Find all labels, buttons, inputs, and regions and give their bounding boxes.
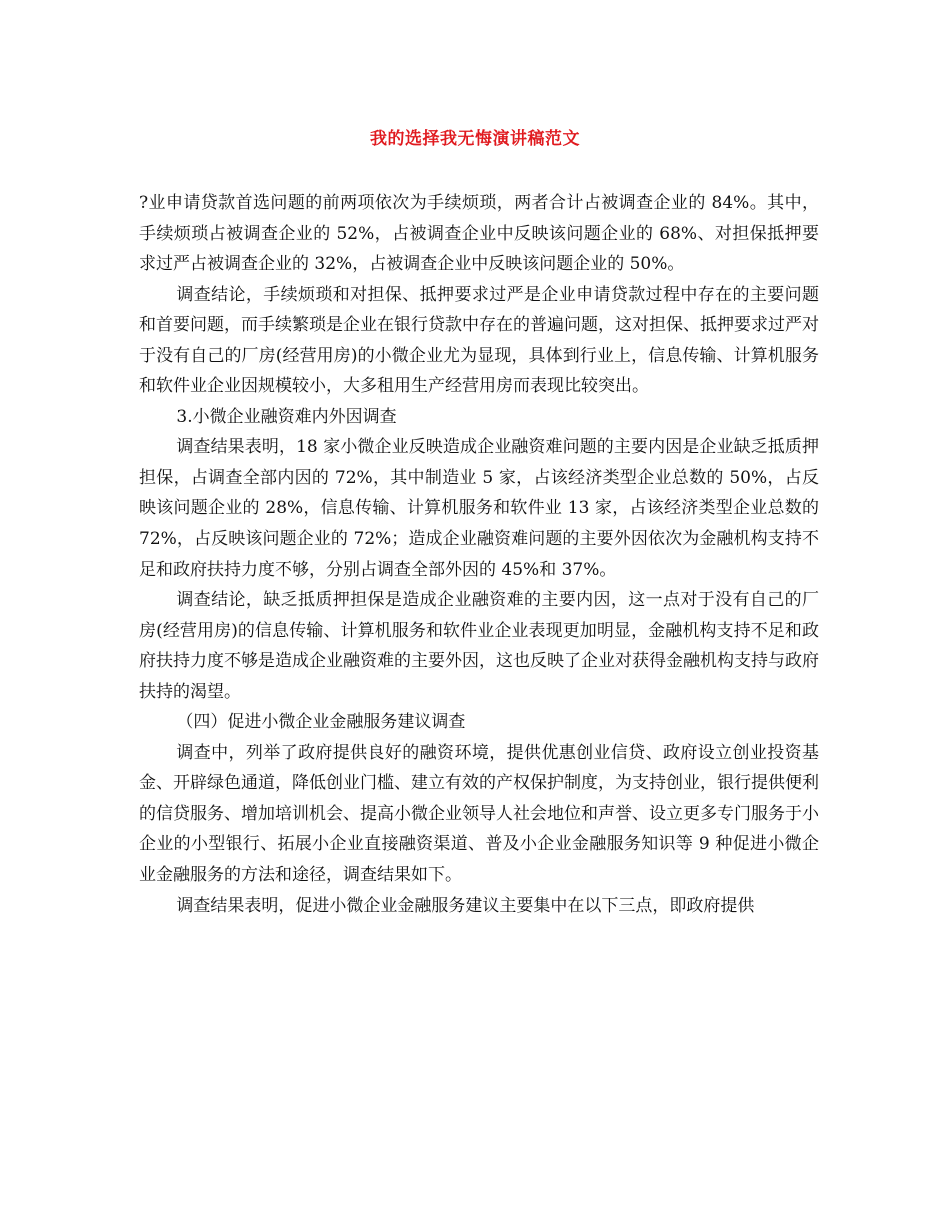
paragraph-2: 调查结论，手续烦琐和对担保、抵押要求过严是企业申请贷款过程中存在的主要问题和首要问题，而手续繁琐是企业在银行贷款中存在的普遍问题，这对担保、抵押要求过严对于没有自己的厂房(经营用房)的小微企业尤为显现，具体到行业上，信息传输、计算机服务和软件业企业因规模较小，大多租用生产经营用房而表现比较突出。: [139, 284, 819, 397]
section-heading-3: 3.小微企业融资难内外因调查: [176, 406, 397, 427]
paragraph-1: ?业申请贷款首选问题的前两项依次为手续烦琐，两者合计占被调查企业的 84%。其中，手续烦琐占被调查企业的 52%，占被调查企业中反映该问题企业的 68%、对担保抵押要求过严占被调查企业的 32%，占被调查企业中反映该问题企业的 50%。: [139, 193, 819, 275]
document-title: 我的选择我无悔演讲稿范文: [370, 129, 580, 149]
paragraph-3: 调查结果表明，18 家小微企业反映造成企业融资难问题的主要内因是企业缺乏抵质押担保，占调查全部内因的 72%，其中制造业 5 家，占该经济类型企业总数的 50%，占反映该问题企业的 28%，信息传输、计算机服务和软件业 13 家，占该经济类型企业总数的 72%，占反映该问题企业的 72%；造成企业融资难问题的主要外因依次为金融机构支持不足和政府扶持力度不够，分别占调查全部外因的 45%和 37%。: [139, 437, 819, 580]
document-body: [139, 188, 819, 921]
paragraph-4: 调查结论，缺乏抵质押担保是造成企业融资难的主要内因，这一点对于没有自己的厂房(经营用房)的信息传输、计算机服务和软件业企业表现更加明显，金融机构支持不足和政府扶持力度不够是造成企业融资难的主要外因，这也反映了企业对获得金融机构支持与政府扶持的渴望。: [139, 590, 819, 702]
section-heading-4: （四）促进小微企业金融服务建议调查: [176, 712, 466, 733]
paragraph-5: 调查中，列举了政府提供良好的融资环境，提供优惠创业信贷、政府设立创业投资基金、开辟绿色通道，降低创业门槛、建立有效的产权保护制度，为支持创业，银行提供便利的信贷服务、增加培训机会、提高小微企业领导人社会地位和声誉、设立更多专门服务于小企业的小型银行、拓展小企业直接融资渠道、普及小企业金融服务知识等 9 种促进小微企业金融服务的方法和途径，调查结果如下。: [139, 742, 819, 886]
paragraph-6: 调查结果表明，促进小微企业金融服务建议主要集中在以下三点，即政府提供: [176, 895, 755, 916]
